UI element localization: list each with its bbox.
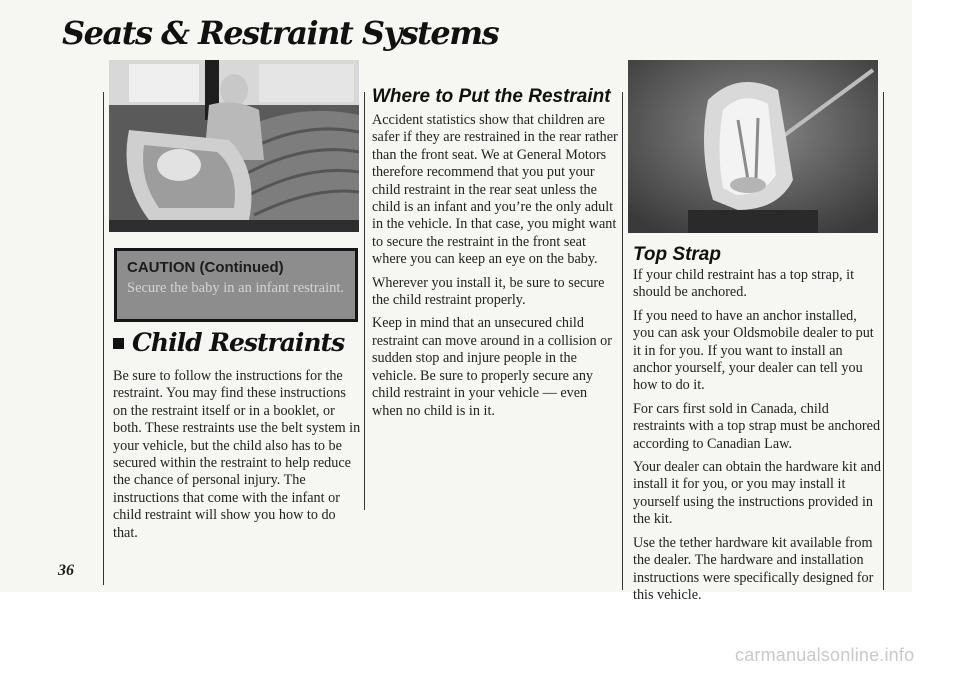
paragraph: If you need to have an anchor installed, you can ask your Oldsmobile dealer to put it in for you. If you want to install an anchor yourself, your dealer can tell you how to do it. (633, 307, 874, 394)
top-strap-seat-illustration (628, 60, 878, 233)
middle-column-rule (364, 92, 365, 510)
section-title: Seats & Restraint Systems (62, 14, 499, 52)
child-seat-photo-illustration (109, 60, 359, 232)
where-to-put-body (372, 112, 618, 426)
where-to-put-heading: Where to Put the Restraint (372, 86, 611, 107)
top-strap-seat-photo (628, 60, 878, 233)
caution-text: Secure the baby in an infant restraint. (127, 280, 345, 296)
top-strap-heading: Top Strap (633, 244, 721, 265)
top-strap-body (633, 267, 881, 610)
watermark: carmanualsonline.info (735, 645, 915, 665)
paragraph: Your dealer can obtain the hardware kit and install it for you, or you may install it yourself using the instructions provided in the kit. (633, 459, 881, 528)
paragraph: If your child restraint has a top strap, it should be anchored. (633, 267, 855, 301)
left-column-rule (103, 92, 104, 585)
paragraph: Use the tether hardware kit available from the dealer. The hardware and installation instructions were specifically designed for this vehicle. (633, 534, 874, 603)
child-restraints-body (113, 368, 361, 548)
caution-title: CAUTION (Continued) (127, 259, 284, 276)
child-restraints-heading (113, 328, 344, 357)
paragraph: Accident statistics show that children are safer if they are restrained in the rear rather than the front seat. We at General Motors therefore recommend that you put your child restraint in the rear seat unless the child is an infant and you’re the only adult in the vehicle. In that case, you might want to secure the restraint in the front seat where you can keep an eye on the baby. (372, 112, 618, 268)
paragraph: For cars first sold in Canada, child restraints with a top strap must be anchored according to Canadian Law. (633, 400, 881, 452)
bullet-square-icon (113, 338, 124, 349)
child-seat-photo (109, 60, 359, 232)
child-restraints-heading-text: Child Restraints (132, 328, 345, 357)
page-number: 36 (58, 562, 74, 579)
right-edge-rule (883, 92, 884, 590)
paragraph: Wherever you install it, be sure to secure the child restraint properly. (372, 274, 605, 309)
paragraph: Be sure to follow the instructions for the restraint. You may find these instructions on the restraint itself or in a booklet, or both. These restraints use the belt system in your vehicle, but the child also has to be secured within the restraint to help reduce the chance of personal injury. The instructions that come with the infant or child restraint will show you how to do that. (113, 368, 361, 541)
paragraph: Keep in mind that an unsecured child restraint can move around in a collision or sudden stop and injure people in the vehicle. Be sure to properly secure any child restraint in your vehicle — even when no child is in it. (372, 315, 612, 419)
right-column-rule (622, 92, 623, 590)
caution-box (114, 248, 358, 322)
